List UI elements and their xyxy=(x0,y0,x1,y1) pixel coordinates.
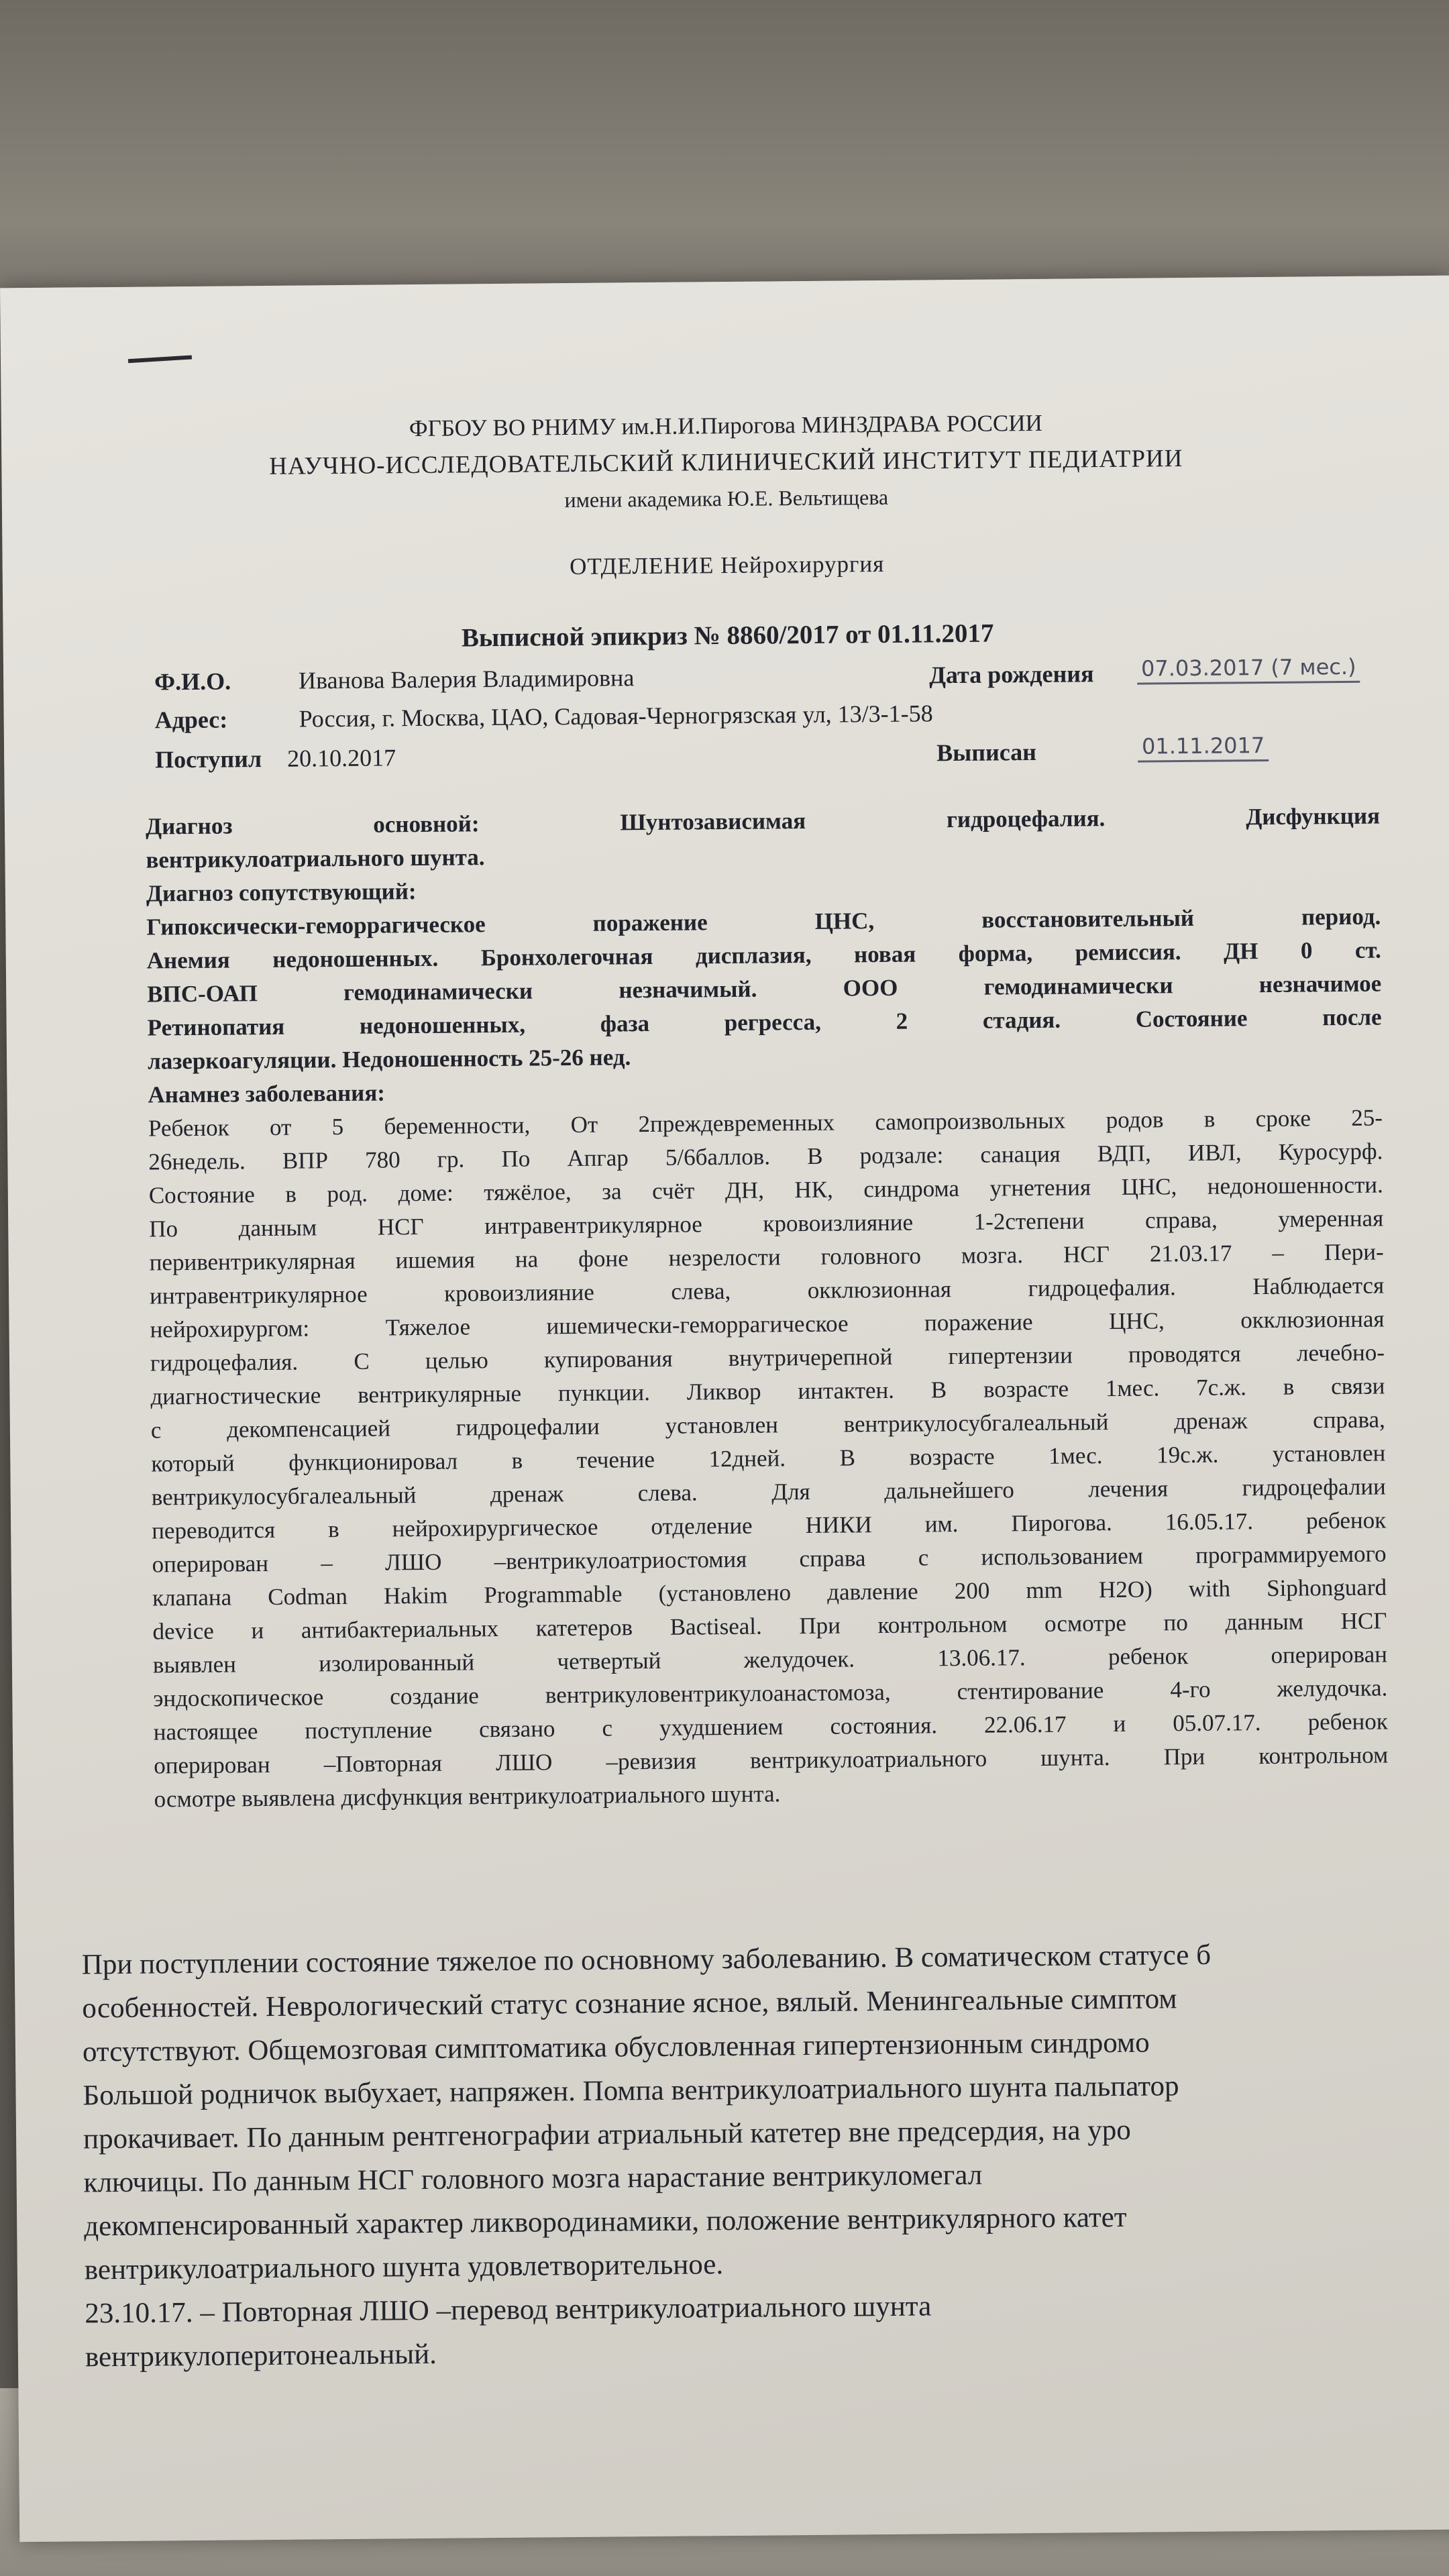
text-line: особенностей. Неврологический статус сознание ясное, вялый. Менингеальные симптом xyxy=(82,1983,1177,2025)
admitted-label: Поступил xyxy=(155,745,262,773)
text-line: ВПС-ОАП гемодинамически незначимый. ООО гемодинамически незначимое xyxy=(147,970,1382,1008)
admitted-value: 20.10.2017 xyxy=(287,744,396,772)
text-line: нейрохирургом: Тяжелое ишемически-геморрагическое поражение ЦНС, окклюзионная xyxy=(150,1305,1385,1343)
dob-value: 07.03.2017 (7 мес.) xyxy=(1137,654,1360,685)
text-line: При поступлении состояние тяжелое по основному заболеванию. В соматическом статусе б xyxy=(81,1939,1212,1981)
text-line: вентрикулоперитонеальный. xyxy=(85,2338,437,2373)
text-line: декомпенсированный характер ликвородинамики, положение вентрикулярного катет xyxy=(84,2201,1127,2243)
text-line: оперирован –Повторная ЛШО –ревизия вентрикулоатриального шунта. При контрольном xyxy=(154,1741,1389,1779)
text-line: Гипоксически-геморрагическое поражение ЦНС, восстановительный период. xyxy=(146,903,1381,941)
text-line: настоящее поступление связано с ухудшением состояния. 22.06.17 и 05.07.17. ребенок xyxy=(153,1708,1388,1746)
text-line: Анамнез заболевания: xyxy=(148,1079,386,1108)
text-line: отсутствуют. Общемозговая симптоматика обусловленная гипертензионным синдромо xyxy=(82,2027,1150,2068)
text-line: осмотре выявлена дисфункция вентрикулоатриального шунта. xyxy=(154,1780,781,1813)
text-line: ключицы. По данным НСГ головного мозга нарастание вентрикуломегал xyxy=(83,2159,983,2199)
text-line: эндоскопическое создание вентрикуловентрикулоанастомоза, стентирование 4-го желудочка. xyxy=(153,1674,1388,1712)
text-line: Большой родничок выбухает, напряжен. Помпа вентрикулоатриального шунта пальпатор xyxy=(83,2070,1179,2112)
text-line: вентрикулоатриального шунта удовлетворительное. xyxy=(84,2249,724,2286)
text-line: Диагноз сопутствующий: xyxy=(146,878,417,907)
text-line: Диагноз основной: Шунтозависимая гидроцефалия. Дисфункция xyxy=(145,802,1381,840)
text-line: Ребенок от 5 беременности, От 2преждевременных самопроизвольных родов в сроке 25- xyxy=(148,1104,1383,1142)
discharged-value: 01.11.2017 xyxy=(1138,733,1269,763)
text-line: вентрикулосубгалеальный дренаж слева. Для дальнейшего лечения гидроцефалии xyxy=(151,1473,1386,1511)
text-line: device и антибактериальных катетеров Bactiseal. При контрольном осмотре по данным НСГ xyxy=(152,1607,1387,1645)
address-value: Россия, г. Москва, ЦАО, Садовая-Черногрязская ул, 13/3-1-58 xyxy=(299,700,933,733)
admission-status xyxy=(82,1931,1449,2379)
text-line: интравентрикулярное кровоизлияние слева, окклюзионная гидроцефалия. Наблюдается xyxy=(149,1272,1385,1309)
text-line: 26недель. ВПР 780 гр. По Апгар 5/6баллов. В родзале: санация ВДП, ИВЛ, Куросурф. xyxy=(148,1138,1383,1175)
text-line: Ретинопатия недоношенных, фаза регресса, 2 стадия. Состояние после xyxy=(147,1004,1382,1041)
name-label: Ф.И.О. xyxy=(154,667,231,696)
header-line-3: имени академика Ю.Е. Вельтищева xyxy=(564,484,889,513)
department-title: ОТДЕЛЕНИЕ Нейрохирургия xyxy=(569,550,885,580)
text-line: диагностические вентрикулярные пункции. Ликвор интактен. В возрасте 1мес. 7с.ж. в связи xyxy=(150,1373,1385,1410)
diagnosis-and-history xyxy=(146,800,1389,1817)
address-label: Адрес: xyxy=(154,706,228,734)
discharged-label: Выписан xyxy=(936,738,1037,767)
background-top xyxy=(0,0,1449,315)
text-line: оперирован – ЛШО –вентрикулоатриостомия справа с использованием программируемого xyxy=(152,1540,1387,1578)
header-line-1: ФГБОУ ВО РНИМУ им.Н.И.Пирогова МИНЗДРАВА РОССИИ xyxy=(409,409,1042,442)
header-line-2: НАУЧНО-ИССЛЕДОВАТЕЛЬСКИЙ КЛИНИЧЕСКИЙ ИНСТИТУТ ПЕДИАТРИИ xyxy=(269,445,1183,480)
text-line: который функционировал в течение 12дней. В возрасте 1мес. 19с.ж. установлен xyxy=(151,1440,1386,1477)
name-value: Иванова Валерия Владимировна xyxy=(298,664,635,694)
text-line: гидроцефалия. С целью купирования внутричерепной гипертензии проводятся лечебно- xyxy=(150,1339,1385,1377)
text-line: 23.10.17. – Повторная ЛШО –перевод вентрикулоатриального шунта xyxy=(85,2290,932,2330)
text-line: перивентрикулярная ишемия на фоне незрелости головного мозга. НСГ 21.03.17 – Пери- xyxy=(149,1238,1384,1276)
document-sheet xyxy=(0,276,1449,2542)
dob-label: Дата рождения xyxy=(928,660,1094,689)
text-line: переводится в нейрохирургическое отделение НИКИ им. Пирогова. 16.05.17. ребенок xyxy=(152,1507,1387,1544)
handwritten-dash xyxy=(128,355,192,363)
text-line: вентрикулоатриального шунта. xyxy=(146,844,485,873)
text-line: выявлен изолированный четвертый желудочек. 13.06.17. ребенок оперирован xyxy=(152,1641,1388,1678)
text-line: По данным НСГ интравентрикулярное кровоизлияние 1-2степени справа, умеренная xyxy=(149,1205,1384,1242)
text-line: с декомпенсацией гидроцефалии установлен вентрикулосубгалеальный дренаж справа, xyxy=(150,1406,1386,1444)
text-line: клапана Codman Hakim Programmable (установлено давление 200 mm H2O) with Siphonguard xyxy=(152,1574,1387,1611)
text-line: Анемия недоношенных. Бронхолегочная дисплазия, новая форма, ремиссия. ДН 0 ст. xyxy=(146,936,1381,974)
text-line: прокачивает. По данным рентгенографии атриальный катетер вне предсердия, на уро xyxy=(83,2114,1131,2155)
text-line: Состояние в род. доме: тяжёлое, за счёт ДН, НК, синдрома угнетения ЦНС, недоношенности. xyxy=(148,1171,1383,1209)
text-line: лазеркоагуляции. Недоношенность 25-26 нед. xyxy=(147,1044,631,1075)
document-title: Выписной эпикриз № 8860/2017 от 01.11.2017 xyxy=(461,619,994,653)
